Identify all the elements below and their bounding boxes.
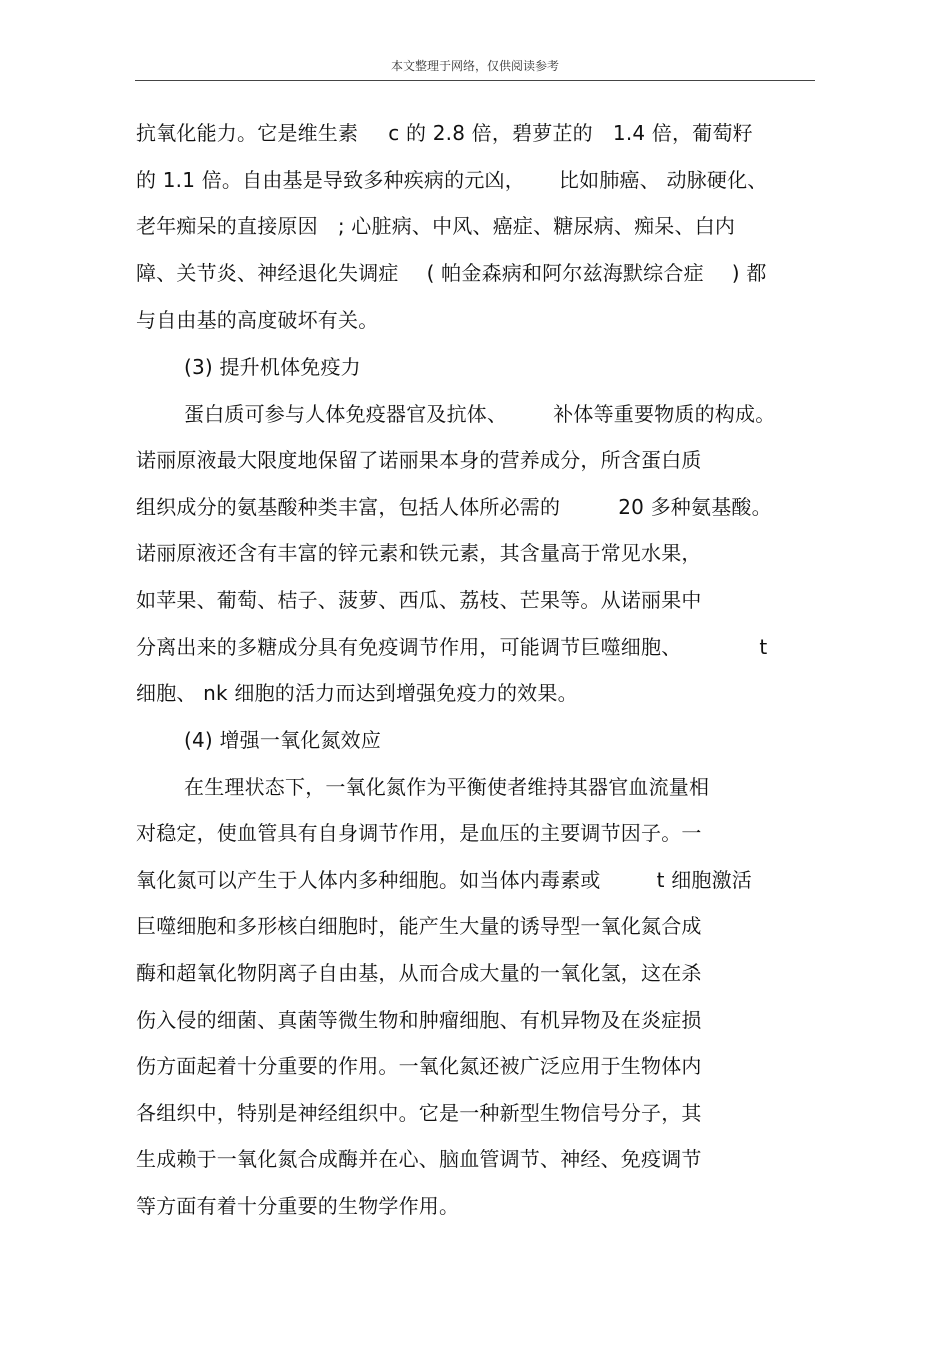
paragraph-line: [136, 634, 767, 660]
paragraph-line: 如苹果、葡萄、桔子、菠萝、西瓜、荔枝、芒果等。从诺丽果中: [136, 588, 702, 612]
section-heading: (3) 提升机体免疫力: [184, 355, 361, 379]
text-segment: 蛋白质可参与人体免疫器官及抗体、: [184, 402, 508, 426]
paragraph-line: 伤入侵的细菌、真菌等微生物和肿瘤细胞、有机异物及在炎症损: [136, 1008, 702, 1032]
header-divider: [135, 80, 815, 81]
text-segment: 的 1.1 倍。自由基是导致多种疾病的元凶，: [136, 168, 525, 192]
paragraph-line: 与自由基的高度破坏有关。: [136, 308, 379, 332]
paragraph-line: 诺丽原液还含有丰富的锌元素和铁元素，其含量高于常见水果，: [136, 541, 702, 565]
page-header: 本文整理于网络，仅供阅读参考: [390, 59, 559, 73]
text-segment: t 细胞激活: [656, 868, 753, 892]
paragraph-line: 伤方面起着十分重要的作用。一氧化氮还被广泛应用于生物体内: [136, 1054, 702, 1078]
text-segment: t: [759, 635, 768, 659]
paragraph-line: 诺丽原液最大限度地保留了诺丽果本身的营养成分，所含蛋白质: [136, 448, 702, 472]
section-heading: (4) 增强一氧化氮效应: [184, 728, 382, 752]
paragraph-line: [184, 401, 775, 427]
text-segment: 补体等重要物质的构成。: [553, 402, 776, 426]
text-segment: c 的 2.8 倍，碧萝芷的: [388, 121, 593, 145]
text-segment: 1.4 倍，葡萄籽: [612, 121, 753, 145]
paragraph-line: [136, 120, 753, 146]
text-segment: 比如肺癌、 动脉硬化、: [558, 168, 768, 192]
paragraph-line: 各组织中，特别是神经组织中。它是一种新型生物信号分子，其: [136, 1101, 702, 1125]
paragraph-line: [136, 867, 752, 893]
text-segment: 障、关节炎、神经退化失调症: [136, 261, 399, 285]
text-segment: 分离出来的多糖成分具有免疫调节作用，可能调节巨噬细胞、: [136, 635, 682, 659]
paragraph-line: [136, 260, 767, 286]
text-segment: ; 心脏病、中风、癌症、糖尿病、痴呆、白内: [337, 214, 736, 238]
paragraph-line: 细胞、 nk 细胞的活力而达到增强免疫力的效果。: [136, 681, 578, 705]
paragraph-line: 等方面有着十分重要的生物学作用。: [136, 1194, 460, 1218]
paragraph-line: [136, 167, 767, 193]
paragraph-line: 巨噬细胞和多形核白细胞时，能产生大量的诱导型一氧化氮合成: [136, 914, 702, 938]
text-segment: 20 多种氨基酸。: [618, 495, 772, 519]
paragraph-line: 在生理状态下，一氧化氮作为平衡使者维持其器官血流量相: [184, 775, 710, 799]
paragraph-line: 生成赖于一氧化氮合成酶并在心、脑血管调节、神经、免疫调节: [136, 1147, 702, 1171]
text-segment: 氧化氮可以产生于人体内多种细胞。如当体内毒素或: [136, 868, 601, 892]
paragraph-line: [136, 494, 772, 520]
text-segment: ( 帕金森病和阿尔兹海默综合症: [426, 261, 704, 285]
paragraph-line: 对稳定，使血管具有自身调节作用，是血压的主要调节因子。一: [136, 821, 702, 845]
text-segment: 组织成分的氨基酸种类丰富，包括人体所必需的: [136, 495, 561, 519]
text-segment: 老年痴呆的直接原因: [136, 214, 318, 238]
paragraph-line: 酶和超氧化物阴离子自由基，从而合成大量的一氧化氢，这在杀: [136, 961, 702, 985]
text-segment: ) 都: [731, 261, 767, 285]
text-segment: 抗氧化能力。它是维生素: [136, 121, 359, 145]
paragraph-line: [136, 213, 735, 239]
